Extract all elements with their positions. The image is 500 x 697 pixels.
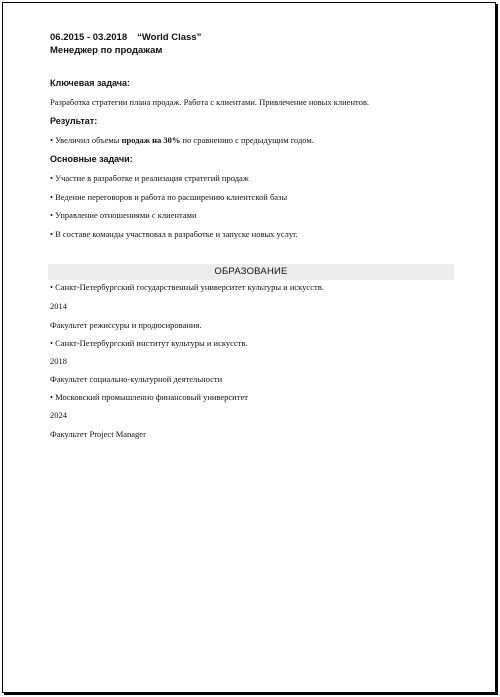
- education-section-bar: [48, 264, 454, 280]
- result-text: [50, 135, 314, 145]
- job-position: Менеджер по продажам: [50, 45, 163, 56]
- main-tasks-heading: Основные задачи:: [50, 154, 133, 164]
- education-line: • Санкт-Петербургский государственный университет культуры и искусств.: [50, 282, 324, 292]
- key-task-heading: Ключевая задача:: [50, 78, 131, 88]
- job-dates: 06.2015 - 03.2018: [50, 32, 128, 43]
- education-line: 2014: [50, 301, 67, 311]
- education-line: • Московский промышленно финансовый университет: [50, 392, 248, 402]
- result-heading: Результат:: [50, 116, 98, 126]
- education-line: Факультет социально-культурной деятельности: [50, 374, 223, 384]
- education-line: 2024: [50, 410, 67, 420]
- result-suffix: по сравнению с предыдущим годом.: [180, 135, 314, 145]
- result-prefix: • Увеличил объемы: [50, 135, 122, 145]
- result-highlight: продаж на 30%: [121, 135, 181, 145]
- education-line: • Санкт-Петербургский институт культуры и искусств.: [50, 338, 248, 348]
- education-line: Факультет режиссуры и продюсирования.: [50, 320, 202, 330]
- education-title: ОБРАЗОВАНИЕ: [214, 266, 288, 277]
- job-header: [50, 32, 201, 43]
- task-item: • Ведение переговоров и работа по расширению клиентской базы: [50, 192, 288, 202]
- task-item: • Управление отношениями с клиентами: [50, 210, 197, 220]
- company-name: “World Class”: [137, 32, 202, 43]
- task-item: • В составе команды участвовал в разработке и запуске новых услуг.: [50, 229, 298, 239]
- education-line: Факультет Project Manager: [50, 429, 146, 439]
- key-task-text: Разработка стратегии плана продаж. Работа с клиентами. Привлечение новых клиентов.: [50, 97, 369, 107]
- task-item: • Участие в разработке и реализация стратегий продаж: [50, 173, 249, 183]
- education-line: 2018: [50, 356, 67, 366]
